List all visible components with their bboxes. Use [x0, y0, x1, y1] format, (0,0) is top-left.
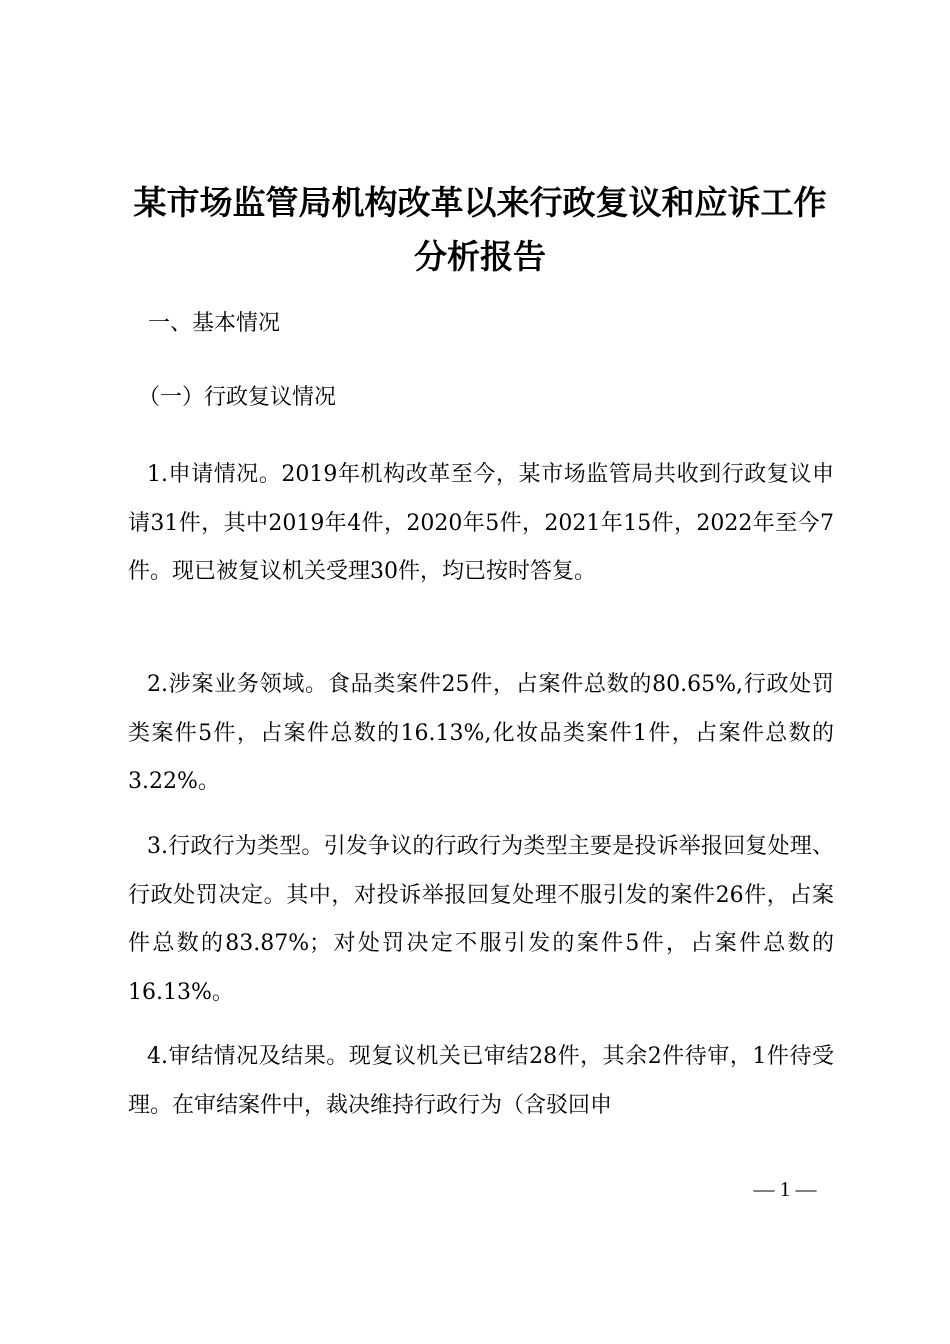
subsection-heading: （一）行政复议情况	[138, 385, 337, 410]
section-heading: 一、基本情况	[148, 311, 281, 336]
document-title: 某市场监管局机构改革以来行政复议和应诉工作分析报告	[133, 183, 827, 276]
page-number: — 1 —	[753, 1177, 817, 1201]
paragraph-application-status: 1.申请情况。2019年机构改革至今，某市场监管局共收到行政复议申请31件，其中2019年4件，2020年5件，2021年15件，2022年至今7件。现已被复议机关受理30件，均已按时答复。	[128, 462, 834, 584]
paragraph-business-areas: 2.涉案业务领域。食品类案件25件，占案件总数的80.65%,行政处罚类案件5件，占案件总数的16.13%,化妆品类案件1件，占案件总数的3.22%。	[128, 672, 834, 794]
paragraph-conclusion-results: 4.审结情况及结果。现复议机关已审结28件，其余2件待审，1件待受理。在审结案件中，裁决维持行政行为（含驳回申	[128, 1044, 834, 1118]
paragraph-act-types: 3.行政行为类型。引发争议的行政行为类型主要是投诉举报回复处理、行政处罚决定。其中，对投诉举报回复处理不服引发的案件26件，占案件总数的83.87%；对处罚决定不服引发的案件5件，占案件总数的16.13%。	[128, 834, 834, 1005]
